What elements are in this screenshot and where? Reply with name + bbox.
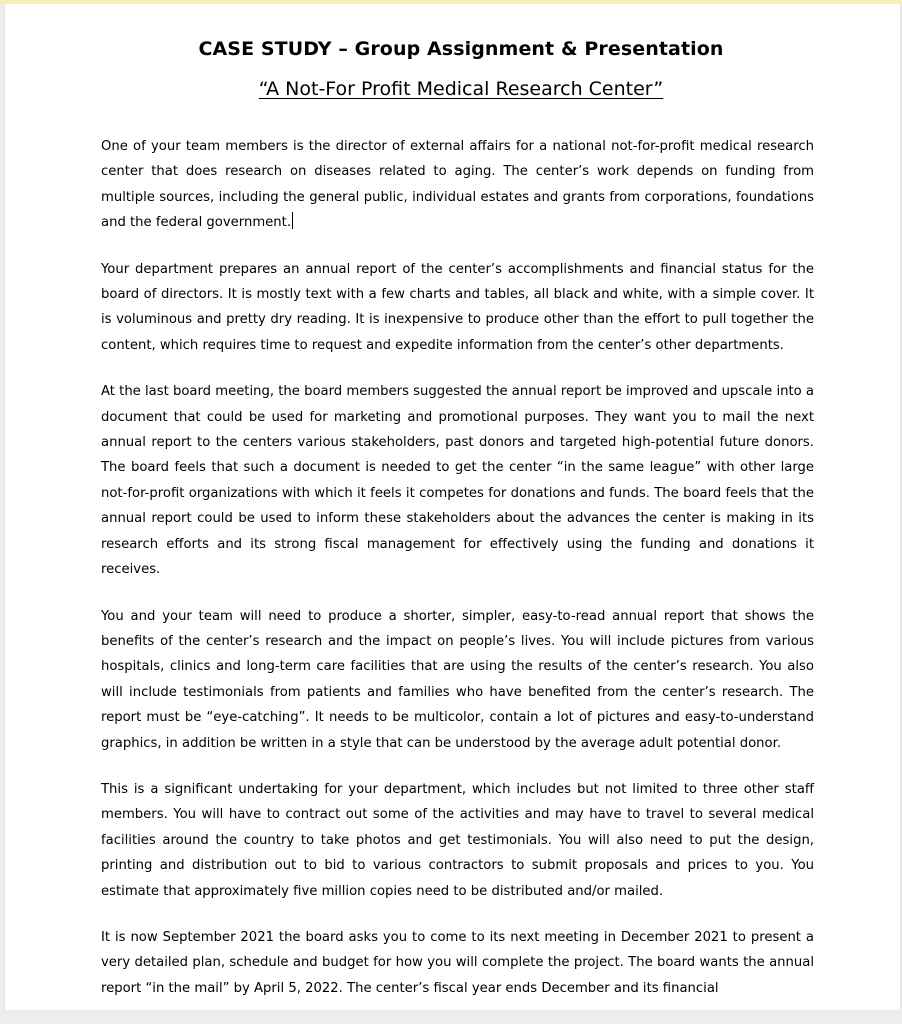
paragraph: You and your team will need to produce a shorter, simpler, easy-to-read annual report that shows the benefits of the center’s research and the impact on people’s lives. You will include pictures from various hospitals, clinics and long-term care facilities that are using the results of the center’s research. You also will include testimonials from patients and families who have benefited from the center’s research. The report must be “eye-catching”. It needs to be multicolor, contain a lot of pictures and easy-to-understand graphics, in addition be written in a style that can be understood by the average adult potential donor. (101, 608, 814, 751)
document-body[interactable] (101, 134, 814, 1010)
document-page[interactable] (4, 4, 901, 1010)
paragraph: At the last board meeting, the board members suggested the annual report be improved and upscale into a document that could be used for marketing and promotional purposes. They want you to mail the next annual report to the centers various stakeholders, past donors and targeted high-potential future donors. The board feels that such a document is needed to get the center “in the same league” with other large not-for-profit organizations with which it feels it competes for donations and funds. The board feels that the annual report could be used to inform these stakeholders about the advances the center is making in its research efforts and its strong fiscal management for effectively using the funding and donations it receives. (101, 384, 815, 578)
subtitle-container (5, 78, 901, 100)
paragraph: It is now September 2021 the board asks you to come to its next meeting in December 2021 to present a very detailed plan, schedule and budget for how you will complete the project. The board wants the annual report “in the mail” by April 5, 2022. The center’s fiscal year ends December and its financial (101, 929, 814, 996)
paragraph: This is a significant undertaking for your department, which includes but not limited to three other staff members. You will have to contract out some of the activities and may have to travel to several medical facilities around the country to take photos and get testimonials. You will also need to put the design, printing and distribution out to bid to various contractors to submit proposals and prices to you. You estimate that approximately five million copies need to be distributed and/or mailed. (101, 781, 814, 899)
document-subtitle: “A Not-For Profit Medical Research Center” (258, 78, 664, 100)
text-cursor (292, 212, 293, 229)
paragraph: Your department prepares an annual report of the center’s accomplishments and financial status for the board of directors. It is mostly text with a few charts and tables, all black and white, with a simple cover. It is voluminous and pretty dry reading. It is inexpensive to produce other than the effort to pull together the content, which requires time to request and expedite information from the center’s other departments. (101, 261, 814, 353)
paragraph-text: One of your team members is the director of external affairs for a national not-for-profit medical research center that does research on diseases related to aging. The center’s work depends on funding from multiple sources, including the general public, individual estates and grants from corporations, foundations and the federal government. (101, 139, 814, 231)
paragraph (101, 134, 814, 236)
window-bottom-strip (0, 1010, 902, 1024)
document-title: CASE STUDY – Group Assignment & Presentation (198, 38, 724, 60)
